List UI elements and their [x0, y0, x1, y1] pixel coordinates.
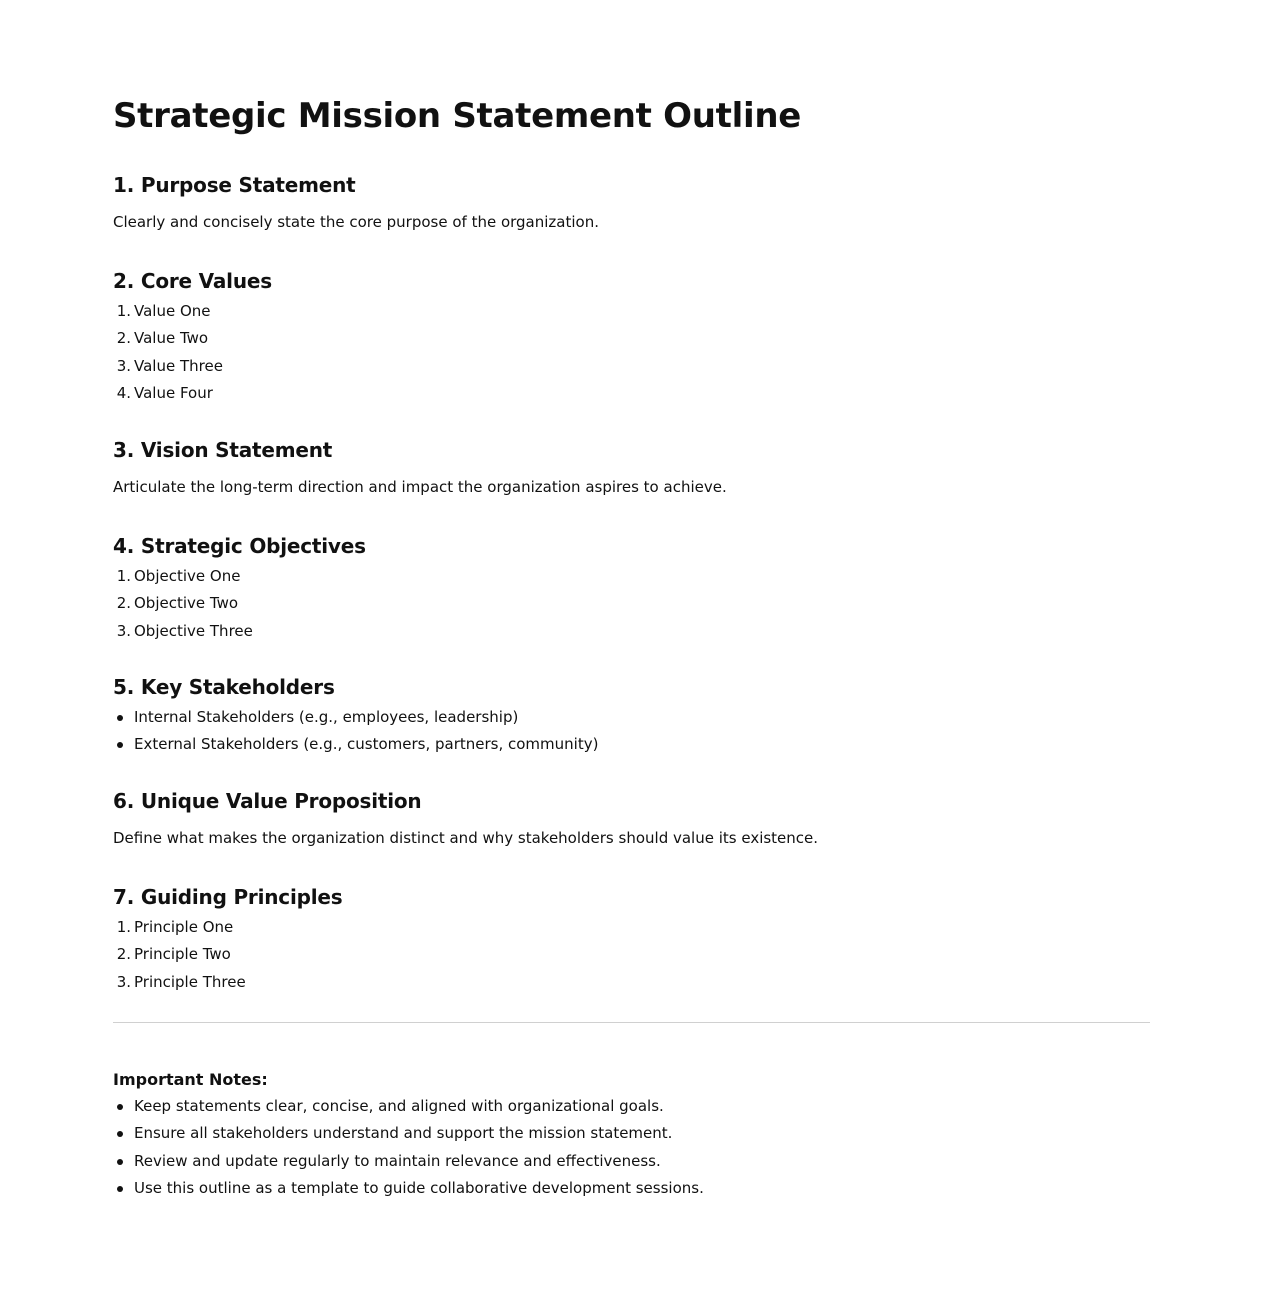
section-heading-stakeholders: 5. Key Stakeholders — [113, 675, 335, 699]
section-purpose — [113, 172, 1150, 232]
bullet-icon — [117, 1186, 123, 1192]
list-item: Ensure all stakeholders understand and support the mission statement. — [113, 1120, 1150, 1147]
section-core-values — [113, 268, 1150, 407]
section-objectives — [113, 533, 1150, 645]
page-title: Strategic Mission Statement Outline — [113, 96, 801, 136]
list-item: 2. Principle Two — [116, 945, 231, 964]
list-item: External Stakeholders (e.g., customers, partners, community) — [113, 731, 1150, 758]
list-item: Use this outline as a template to guide collaborative development sessions. — [113, 1175, 1150, 1202]
list-item: 3. Principle Three — [116, 972, 246, 991]
section-uvp — [113, 788, 1150, 848]
list-item: Keep statements clear, concise, and aligned with organizational goals. — [113, 1093, 1150, 1120]
uvp-text: Define what makes the organization distinct and why stakeholders should value its existence. — [113, 829, 819, 847]
list-item: Internal Stakeholders (e.g., employees, leadership) — [113, 704, 1150, 731]
section-heading-purpose: 1. Purpose Statement — [113, 173, 356, 197]
bullet-icon — [117, 1104, 123, 1110]
section-heading-principles: 7. Guiding Principles — [113, 885, 343, 909]
notes-list — [113, 1093, 1150, 1202]
bullet-icon — [117, 715, 123, 721]
list-item: 3. Value Three — [116, 356, 223, 375]
purpose-text: Clearly and concisely state the core purpose of the organization. — [113, 213, 599, 231]
core-values-list — [113, 298, 1150, 407]
list-item: 2. Value Two — [116, 329, 209, 348]
vision-text: Articulate the long-term direction and impact the organization aspires to achieve. — [113, 478, 727, 496]
section-stakeholders — [113, 674, 1150, 759]
bullet-icon — [117, 742, 123, 748]
principles-list — [113, 914, 1150, 996]
section-heading-objectives: 4. Strategic Objectives — [113, 534, 366, 558]
list-item: 3. Objective Three — [116, 621, 253, 640]
section-vision — [113, 437, 1150, 497]
list-item: 1. Principle One — [116, 918, 234, 936]
notes-title: Important Notes: — [113, 1070, 268, 1089]
stakeholders-list — [113, 704, 1150, 759]
section-heading-core-values: 2. Core Values — [113, 269, 272, 293]
section-divider — [113, 1022, 1150, 1023]
bullet-icon — [117, 1159, 123, 1165]
list-item: 2. Objective Two — [116, 594, 239, 613]
objectives-list — [113, 563, 1150, 645]
important-notes — [113, 1069, 1150, 1202]
list-item: 4. Value Four — [116, 383, 213, 402]
list-item: 1. Value One — [116, 302, 211, 320]
bullet-icon — [117, 1131, 123, 1137]
section-principles — [113, 884, 1150, 996]
list-item: 1. Objective One — [116, 567, 241, 585]
section-heading-vision: 3. Vision Statement — [113, 438, 333, 462]
list-item: Review and update regularly to maintain relevance and effectiveness. — [113, 1148, 1150, 1175]
section-heading-uvp: 6. Unique Value Proposition — [113, 789, 422, 813]
